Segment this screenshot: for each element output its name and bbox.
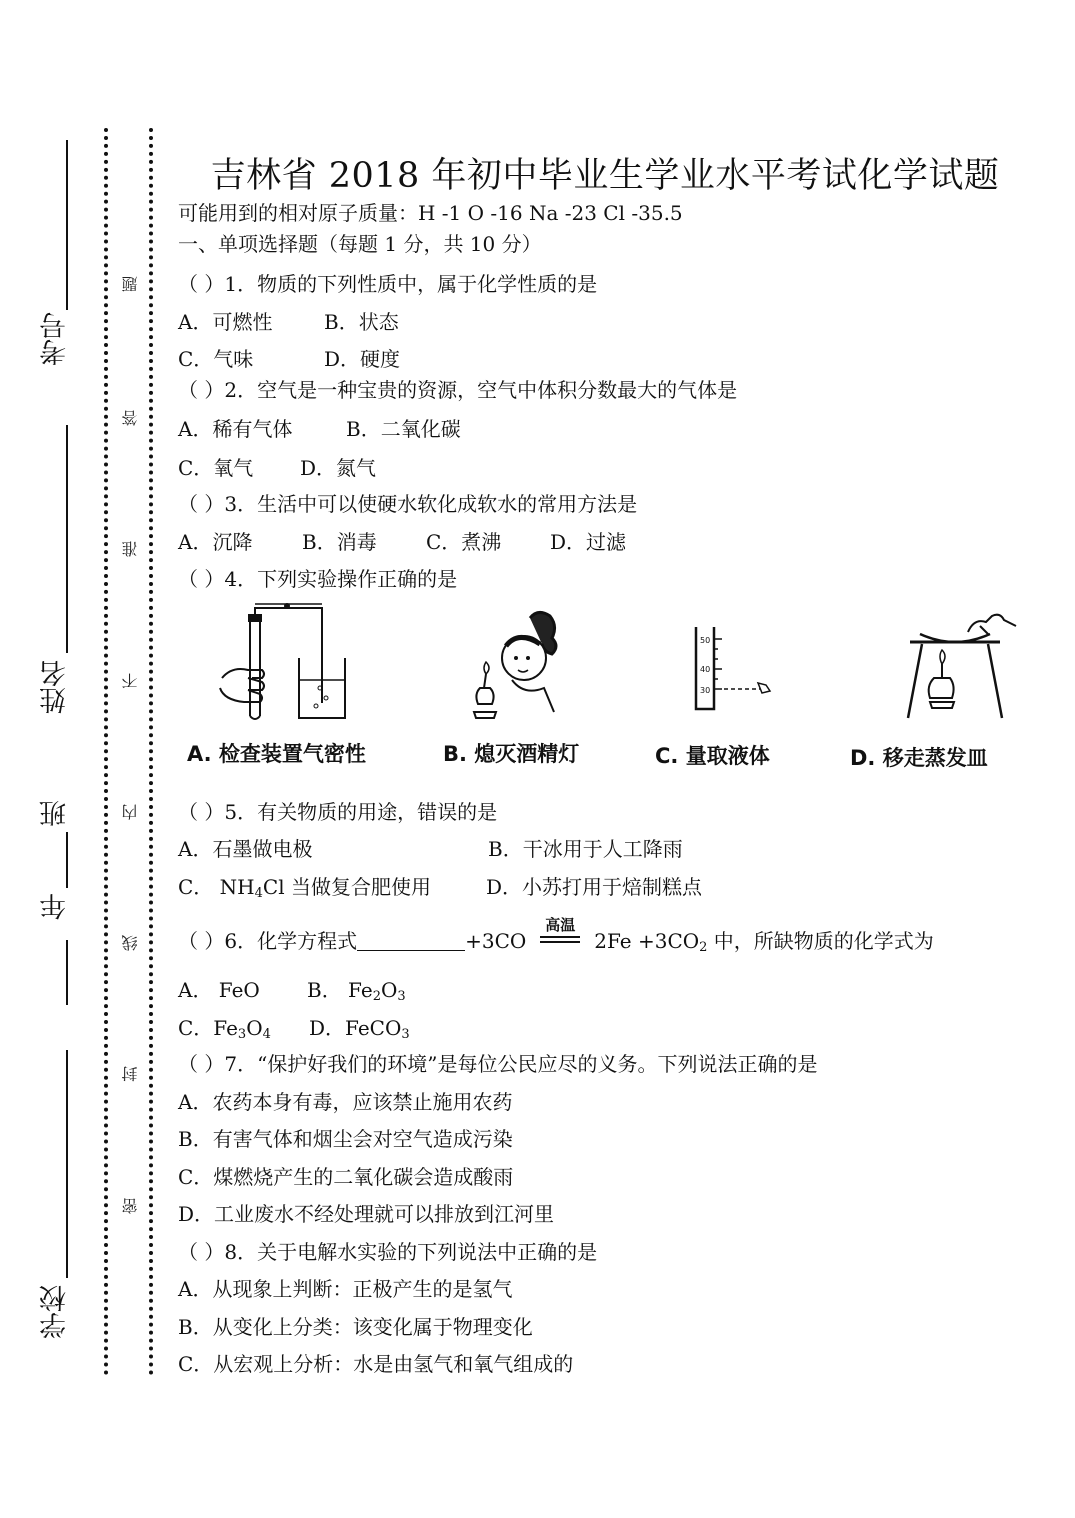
cylinder-label-50: 50: [700, 636, 711, 645]
dotted-line-right: [149, 128, 153, 1376]
q1-option-a: A．可燃性: [178, 310, 273, 334]
q3-stem: （ ）3．生活中可以使硬水软化成软水的常用方法是: [178, 492, 638, 516]
q3-option-a: A．沉降: [178, 530, 253, 554]
figure-d-caption: D. 移走蒸发皿: [850, 746, 988, 770]
figure-b-caption: B. 熄灭酒精灯: [443, 742, 580, 766]
figure-c-caption: C. 量取液体: [655, 744, 770, 768]
q6-option-b: B． $Fe_2O_3$: [307, 978, 406, 1004]
q2-option-a: A．稀有气体: [178, 417, 293, 441]
q2-option-c: C．氧气: [178, 456, 254, 480]
high-temp-arrow: 高温: [536, 926, 584, 950]
q4-stem: （ ）4．下列实验操作正确的是: [178, 567, 458, 591]
grade-line: [66, 940, 68, 1005]
q8-stem: （ ）8．关于电解水实验的下列说法中正确的是: [178, 1240, 598, 1264]
class-line: [66, 832, 68, 888]
q7-option-a: A．农药本身有毒，应该禁止施用农药: [178, 1090, 513, 1114]
seal-char-5: 内: [121, 804, 140, 820]
atomic-masses: 可能用到的相对原子质量：H -1 O -16 Na -23 Cl -35.5: [178, 201, 683, 225]
seal-char-8: 密: [121, 1198, 140, 1214]
name-label: 姓名: [40, 660, 71, 714]
seal-char-1: 题: [121, 276, 140, 292]
seal-char-7: 封: [121, 1066, 140, 1082]
q7-option-c: C．煤燃烧产生的二氧化碳会造成酸雨: [178, 1165, 514, 1189]
figure-c-graduated-cylinder: [688, 627, 798, 717]
exam-number-label: 考号: [40, 312, 71, 366]
seal-char-6: 线: [121, 935, 140, 951]
section-heading: 一、单项选择题（每题 1 分，共 10 分）: [178, 232, 542, 256]
q7-option-d: D．工业废水不经处理就可以排放到江河里: [178, 1202, 555, 1226]
q3-option-d: D．过滤: [550, 530, 627, 554]
seal-char-3: 准: [121, 541, 140, 557]
q1-stem: （ ）1．物质的下列性质中，属于化学性质的是: [178, 272, 598, 296]
page-title: 吉林省 2018 年初中毕业生学业水平考试化学试题: [210, 156, 1000, 196]
q6-blank: [357, 932, 465, 951]
q8-option-b: B．从变化上分类：该变化属于物理变化: [178, 1315, 533, 1339]
q2-option-b: B．二氧化碳: [346, 417, 461, 441]
grade-label: 年: [40, 893, 71, 920]
q6-option-a: A． FeO: [178, 978, 260, 1002]
q1-option-c: C．气味: [178, 347, 254, 371]
cylinder-label-30: 30: [700, 686, 711, 695]
cylinder-label-40: 40: [700, 665, 711, 674]
q2-stem: （ ）2．空气是一种宝贵的资源，空气中体积分数最大的气体是: [178, 378, 738, 402]
figure-d-evaporating-dish: [900, 612, 1020, 722]
seal-char-4: 不: [121, 673, 140, 689]
q5-option-d: D．小苏打用于焙制糕点: [486, 875, 703, 899]
figure-a-airtightness: [212, 608, 352, 723]
q6-stem: （ ）6．化学方程式 +3CO 高温 $2Fe +3CO_2$ 中，所缺物质的化学式为: [178, 916, 934, 955]
q5-option-b: B．干冰用于人工降雨: [488, 837, 683, 861]
school-line: [66, 1050, 68, 1278]
q1-option-b: B．状态: [324, 310, 399, 334]
q8-option-c: C．从宏观上分析：水是由氢气和氧气组成的: [178, 1352, 574, 1376]
seal-char-2: 答: [121, 410, 140, 426]
q5-option-a: A．石墨做电极: [178, 837, 313, 861]
q5-stem: （ ）5．有关物质的用途，错误的是: [178, 800, 498, 824]
dotted-line-left: [104, 128, 108, 1376]
q1-option-d: D．硬度: [324, 347, 401, 371]
q7-stem: （ ）7．“保护好我们的环境”是每位公民应尽的义务。下列说法正确的是: [178, 1052, 818, 1076]
name-line-top: [66, 425, 68, 653]
q6-option-c: C．$Fe_3O_4$: [178, 1016, 271, 1042]
q7-option-b: B．有害气体和烟尘会对空气造成污染: [178, 1127, 513, 1151]
school-label: 学校: [40, 1285, 71, 1339]
q3-option-c: C．煮沸: [426, 530, 502, 554]
q2-option-d: D．氮气: [300, 456, 377, 480]
q6-option-d: D．FeCO$_3$: [309, 1016, 410, 1042]
q8-option-a: A．从现象上判断：正极产生的是氢气: [178, 1277, 513, 1301]
class-label: 班: [40, 800, 71, 827]
figure-b-alcohol-lamp: [468, 608, 568, 723]
figure-a-caption: A. 检查装置气密性: [187, 742, 366, 766]
q5-option-c: C． $NH_4Cl$ 当做复合肥使用: [178, 875, 431, 901]
q3-option-b: B．消毒: [302, 530, 377, 554]
